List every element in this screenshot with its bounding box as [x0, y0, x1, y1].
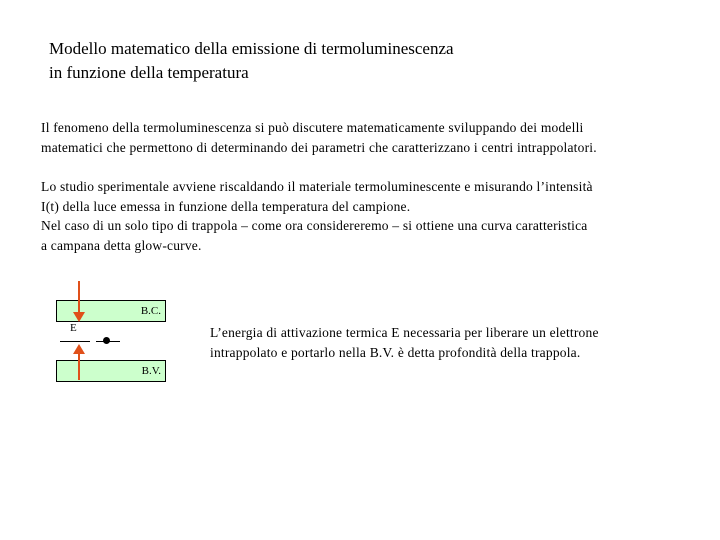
page-title — [49, 37, 454, 85]
energy-label: E — [70, 322, 77, 334]
energy-arrow-up — [78, 352, 80, 380]
experiment-line-1: Lo studio sperimentale avviene riscaldando il materiale termoluminescente e misurando l’intensità — [41, 179, 593, 194]
energy-arrow-down-head — [73, 312, 85, 322]
description-line-1: L’energia di attivazione termica E necessaria per liberare un elettrone — [210, 325, 599, 340]
intro-paragraph — [41, 118, 597, 157]
experiment-line-2: I(t) della luce emessa in funzione della temperatura del campione. — [41, 198, 411, 214]
experiment-paragraph — [41, 177, 593, 255]
description-line-2: intrappolato e portarlo nella B.V. è detta profondità della trappola. — [210, 344, 581, 360]
valence-band — [56, 360, 166, 382]
intro-line-2: matematici che permettono di determinando dei parametri che caratterizzano i centri intrappolatori. — [41, 139, 597, 155]
electron-dot — [103, 337, 110, 344]
activation-energy-description — [210, 323, 599, 362]
title-line-1: Modello matematico della emissione di termoluminescenza — [49, 39, 454, 58]
experiment-line-3: Nel caso di un solo tipo di trappola – come ora considereremo – si ottiene una curva caratteristica — [41, 218, 588, 233]
intro-line-1: Il fenomeno della termoluminescenza si può discutere matematicamente sviluppando dei modelli — [41, 120, 584, 135]
experiment-line-4: a campana detta glow-curve. — [41, 237, 202, 253]
title-line-2: in funzione della temperatura — [49, 63, 249, 82]
trap-level-left — [60, 341, 90, 342]
valence-band-label: B.V. — [141, 365, 161, 377]
conduction-band-label: B.C. — [140, 305, 161, 317]
